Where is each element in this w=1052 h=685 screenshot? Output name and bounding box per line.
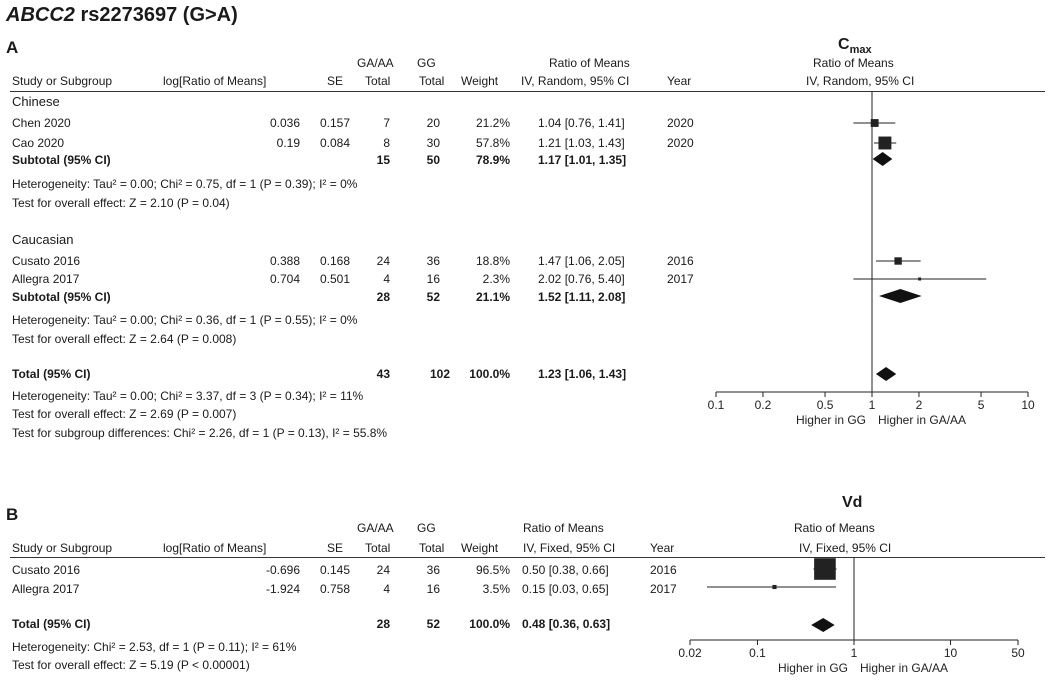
ci-text: 0.50 [0.38, 0.66] — [522, 563, 609, 577]
x-tick-label: 0.1 — [707, 398, 725, 412]
study-name: Chen 2020 — [12, 116, 71, 130]
header-weight: Weight — [461, 541, 499, 555]
ci-text: 1.21 [1.03, 1.43] — [538, 136, 625, 150]
axis-label-left: Higher in GG — [795, 413, 866, 427]
header-ctrl-total: Total — [419, 74, 445, 88]
subtotal-label: Subtotal (95% CI) — [12, 153, 111, 167]
x-tick-label: 1 — [868, 398, 876, 412]
year: 2016 — [650, 563, 677, 577]
x-tick-label: 0.02 — [678, 646, 702, 660]
group-title-chinese: Chinese — [12, 94, 60, 109]
header-log-ratio: log[Ratio of Means] — [163, 74, 267, 88]
x-tick-label: 10 — [1021, 398, 1035, 412]
year: 2017 — [650, 582, 677, 596]
weight: 2.3% — [482, 272, 510, 286]
se: 0.758 — [319, 582, 350, 596]
study-name: Cusato 2016 — [12, 563, 81, 577]
se: 0.145 — [319, 563, 350, 577]
header-year: Year — [650, 541, 675, 555]
study-name: Cusato 2016 — [12, 254, 81, 268]
panel-a-plot-title: $C_{max}$ — [838, 36, 872, 57]
total-weight: 100.0% — [469, 367, 510, 381]
year: 2020 — [667, 116, 694, 130]
x-tick-label: 50 — [1011, 646, 1025, 660]
year: 2016 — [667, 254, 694, 268]
overall-effect-text: Test for overall effect: Z = 2.10 (P = 0.04) — [12, 196, 230, 210]
pooled-diamond — [811, 618, 834, 632]
study-name: Allegra 2017 — [12, 272, 80, 286]
se: 0.168 — [319, 254, 350, 268]
exp-total: 24 — [376, 563, 390, 577]
exp-total: 4 — [383, 582, 390, 596]
ctrl-total: 30 — [426, 136, 440, 150]
heterogeneity-text: Heterogeneity: Tau² = 0.00; Chi² = 0.75, df = 1 (P = 0.39); I² = 0% — [12, 177, 358, 191]
log-ratio: 0.19 — [276, 136, 300, 150]
subtotal-ci-text: 1.52 [1.11, 2.08] — [538, 290, 626, 304]
header-ratio-title: Ratio of Means — [523, 521, 604, 535]
exp-total: 4 — [383, 272, 390, 286]
total-exp-total: 28 — [376, 617, 390, 631]
header-ratio-title: Ratio of Means — [549, 56, 630, 70]
ci-text: 1.04 [0.76, 1.41] — [538, 116, 625, 130]
year: 2020 — [667, 136, 694, 150]
se: 0.084 — [319, 136, 350, 150]
header-ctrl-total: Total — [419, 541, 445, 555]
total-weight: 100.0% — [469, 617, 510, 631]
total-ci-text: 1.23 [1.06, 1.43] — [538, 367, 627, 381]
study-box — [814, 558, 836, 580]
subtotal-ctrl-total: 52 — [426, 290, 440, 304]
ctrl-total: 20 — [426, 116, 440, 130]
ci-text: 0.15 [0.03, 0.65] — [522, 582, 609, 596]
x-tick-label: 0.2 — [754, 398, 772, 412]
year: 2017 — [667, 272, 694, 286]
x-tick-label: 1 — [850, 646, 858, 660]
header-ratio-method: IV, Random, 95% CI — [521, 74, 630, 88]
header-exp-total: Total — [365, 74, 391, 88]
subtotal-label: Subtotal (95% CI) — [12, 290, 111, 304]
weight: 96.5% — [475, 563, 510, 577]
x-tick-label: 10 — [943, 646, 958, 660]
header-se: SE — [327, 541, 344, 555]
total-overall-effect-text: Test for overall effect: Z = 2.69 (P = 0.007) — [12, 407, 237, 421]
header-exp-total: Total — [365, 541, 391, 555]
ctrl-total: 16 — [426, 272, 440, 286]
exp-total: 8 — [383, 136, 390, 150]
total-label: Total (95% CI) — [12, 367, 91, 381]
ctrl-total: 36 — [426, 563, 440, 577]
header-exp-group: GA/AA — [357, 521, 394, 535]
axis-label-left: Higher in GG — [777, 661, 848, 675]
x-tick-label: 2 — [915, 398, 923, 412]
panel-b-plot-title: Vd — [842, 494, 863, 511]
axis-label-right: Higher in GA/AA — [860, 661, 949, 675]
log-ratio: -0.696 — [265, 563, 300, 577]
x-tick-label: 5 — [977, 398, 985, 412]
subtotal-ci-text: 1.17 [1.01, 1.35] — [538, 153, 627, 167]
log-ratio: 0.036 — [269, 116, 300, 130]
subtotal-weight: 78.9% — [475, 153, 510, 167]
panel-a-letter: A — [6, 38, 19, 57]
header-study: Study or Subgroup — [12, 541, 113, 555]
ci-text: 1.47 [1.06, 2.05] — [538, 254, 625, 268]
weight: 21.2% — [475, 116, 510, 130]
weight: 3.5% — [482, 582, 510, 596]
weight: 57.8% — [475, 136, 510, 150]
heterogeneity-text: Heterogeneity: Tau² = 0.00; Chi² = 0.36, df = 1 (P = 0.55); I² = 0% — [12, 313, 358, 327]
header-ctrl-group: GG — [417, 521, 436, 535]
weight: 18.8% — [475, 254, 510, 268]
log-ratio: 0.388 — [269, 254, 300, 268]
header-plot-ratio-method: IV, Random, 95% CI — [806, 74, 915, 88]
study-box — [772, 585, 776, 589]
study-name: Cao 2020 — [12, 136, 65, 150]
study-name: Allegra 2017 — [12, 582, 80, 596]
header-ctrl-group: GG — [417, 56, 436, 70]
exp-total: 7 — [383, 116, 390, 130]
total-heterogeneity-text: Heterogeneity: Tau² = 0.00; Chi² = 3.37, df = 3 (P = 0.34); I² = 11% — [12, 389, 364, 403]
ci-text: 2.02 [0.76, 5.40] — [538, 272, 625, 286]
log-ratio: 0.704 — [269, 272, 300, 286]
panel-b-letter: B — [6, 505, 19, 524]
se: 0.501 — [319, 272, 350, 286]
header-plot-ratio-title: Ratio of Means — [813, 56, 894, 70]
variant-name: rs2273697 (G>A) — [74, 4, 238, 26]
ctrl-total: 36 — [426, 254, 440, 268]
x-tick-label: 0.1 — [749, 646, 766, 660]
gene-name: ABCC2 — [6, 4, 75, 26]
total-ci-text: 0.48 [0.36, 0.63] — [522, 617, 611, 631]
overall-effect-text: Test for overall effect: Z = 5.19 (P < 0.00001) — [12, 658, 250, 672]
header-se: SE — [327, 74, 344, 88]
header-weight: Weight — [461, 74, 499, 88]
subtotal-ctrl-total: 50 — [426, 153, 440, 167]
header-exp-group: GA/AA — [357, 56, 394, 70]
header-log-ratio: log[Ratio of Means] — [163, 541, 267, 555]
header-plot-ratio-method: IV, Fixed, 95% CI — [799, 541, 892, 555]
total-ctrl-total: 102 — [429, 367, 450, 381]
x-tick-label: 0.5 — [816, 398, 834, 412]
header-ratio-method: IV, Fixed, 95% CI — [523, 541, 616, 555]
heterogeneity-text: Heterogeneity: Chi² = 2.53, df = 1 (P = 0.11); I² = 61% — [12, 640, 297, 654]
log-ratio: -1.924 — [265, 582, 300, 596]
exp-total: 24 — [376, 254, 390, 268]
total-exp-total: 43 — [376, 367, 390, 381]
subtotal-exp-total: 15 — [376, 153, 390, 167]
ctrl-total: 16 — [426, 582, 440, 596]
subgroup-differences-text: Test for subgroup differences: Chi² = 2.26, df = 1 (P = 0.13), I² = 55.8% — [12, 426, 388, 440]
header-year: Year — [667, 74, 692, 88]
header-plot-ratio-title: Ratio of Means — [794, 521, 875, 535]
subtotal-exp-total: 28 — [376, 290, 390, 304]
total-ctrl-total: 52 — [426, 617, 440, 631]
axis-label-right: Higher in GA/AA — [878, 413, 967, 427]
overall-effect-text: Test for overall effect: Z = 2.64 (P = 0.008) — [12, 332, 237, 346]
subtotal-weight: 21.1% — [475, 290, 510, 304]
se: 0.157 — [319, 116, 350, 130]
total-label: Total (95% CI) — [12, 617, 91, 631]
header-study: Study or Subgroup — [12, 74, 113, 88]
group-title-caucasian: Caucasian — [12, 232, 74, 247]
